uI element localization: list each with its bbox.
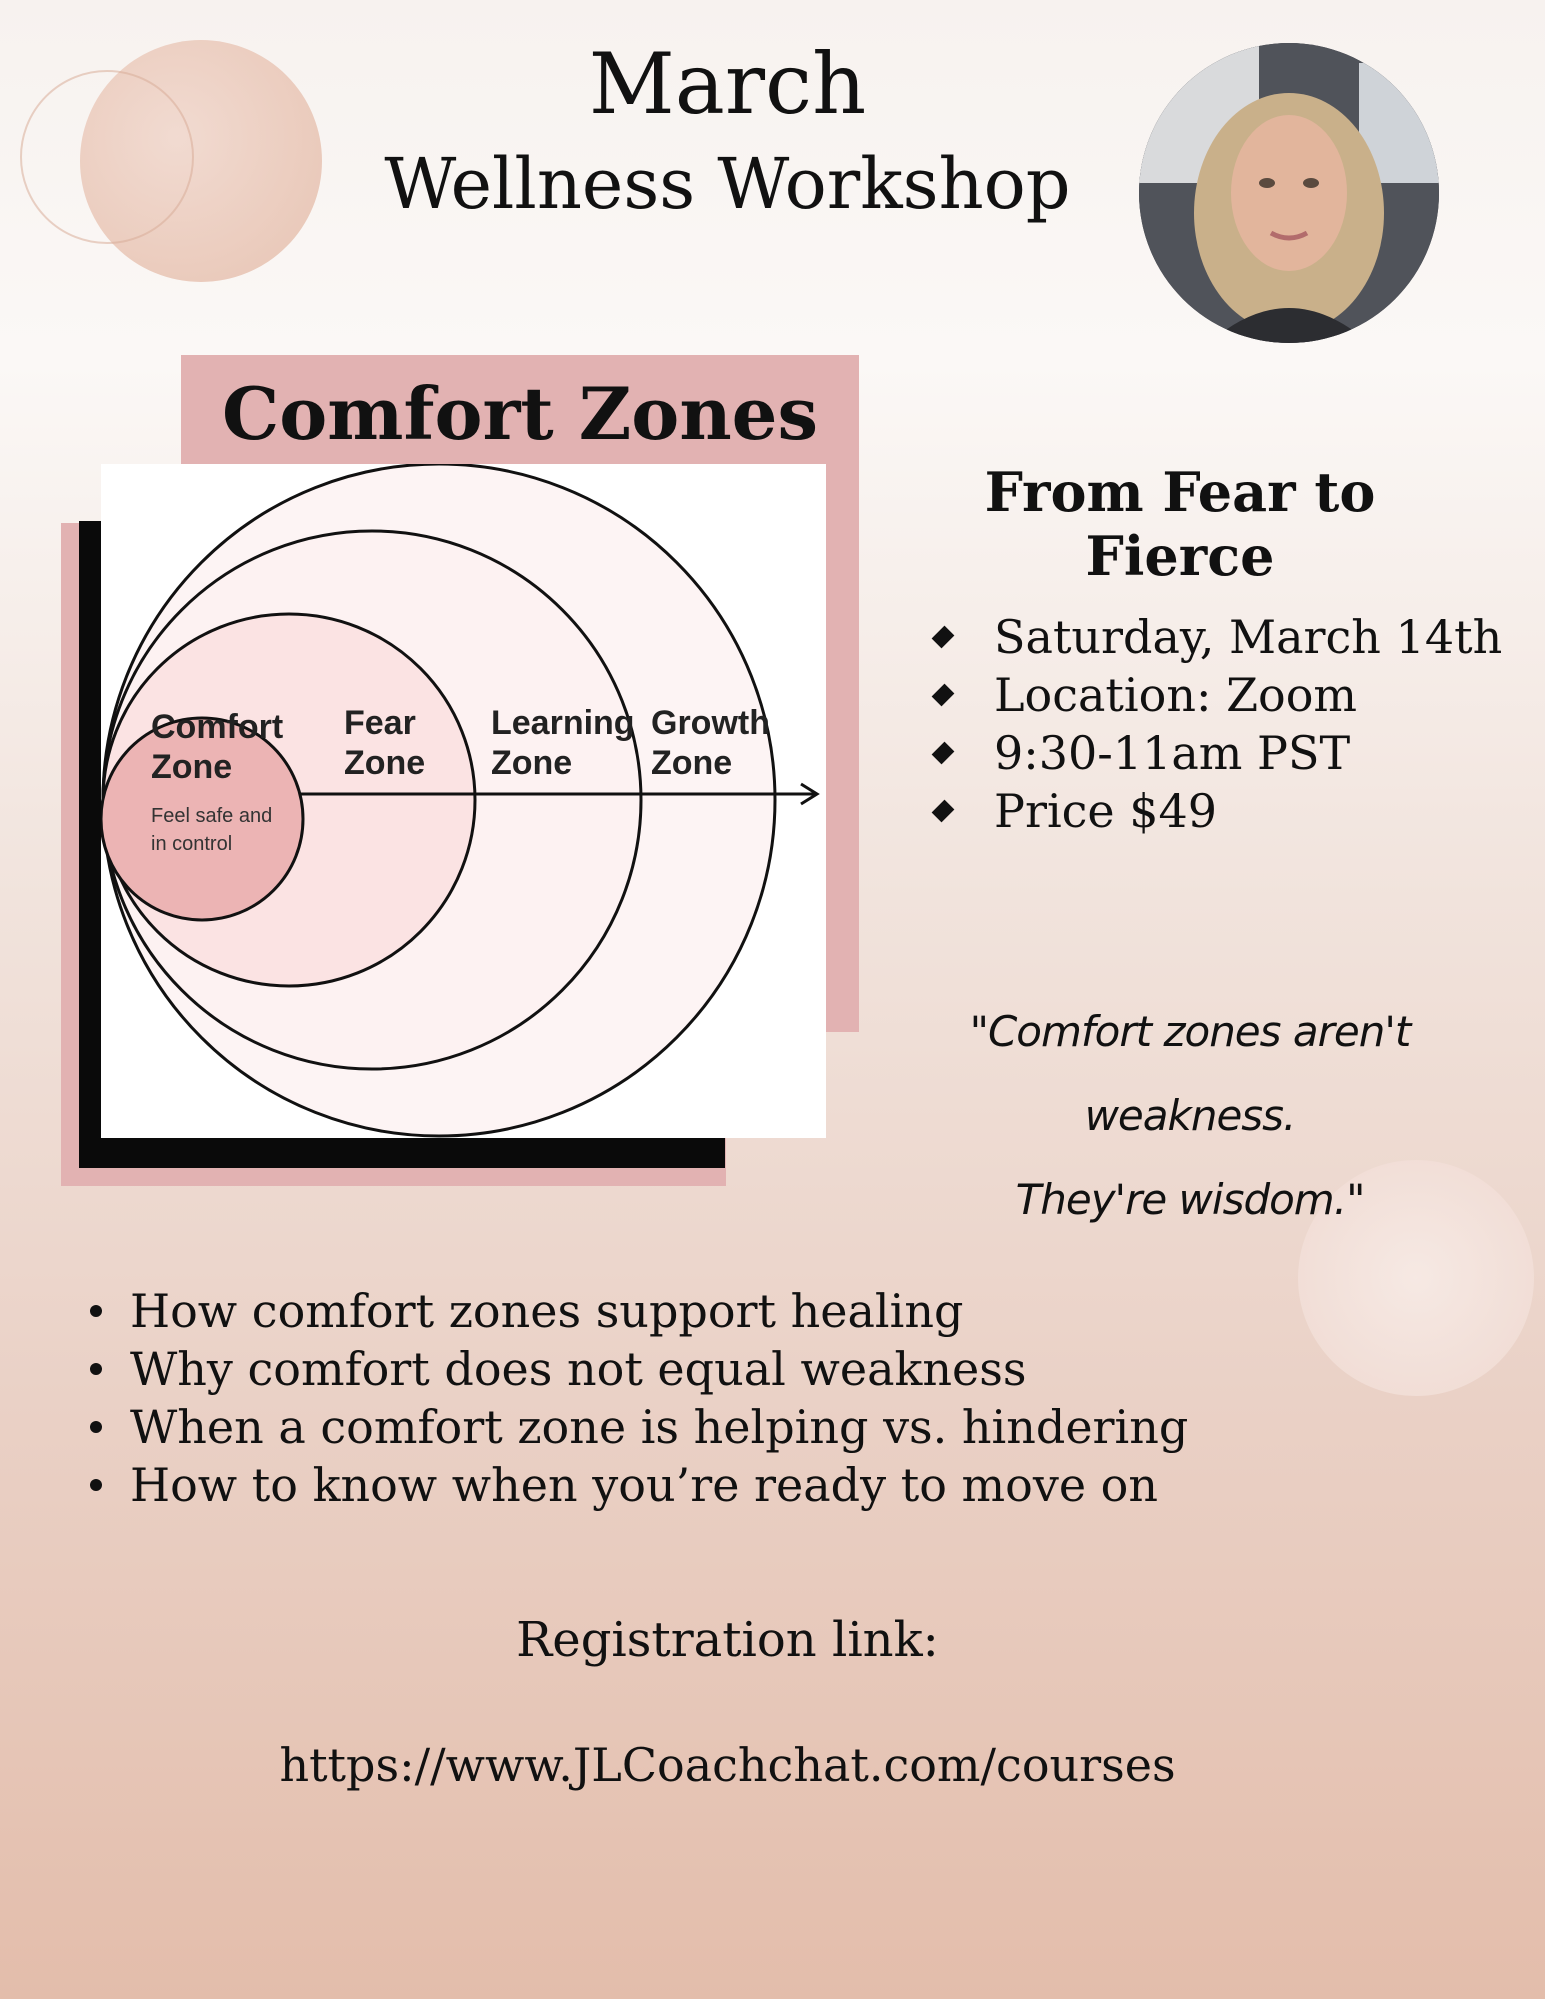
event-details-list [930, 608, 1502, 840]
workshop-subtitle: From Fear to Fierce [984, 460, 1376, 588]
topic-item: When a comfort zone is helping vs. hindering [82, 1398, 1188, 1456]
quote-line-2: They're wisdom." [1015, 1175, 1365, 1224]
event-detail-item: 9:30-11am PST [930, 724, 1502, 782]
quote-line-1: "Comfort zones aren't weakness. [969, 1007, 1411, 1140]
event-detail-item: Saturday, March 14th [930, 608, 1502, 666]
topic-item: How comfort zones support healing [82, 1282, 1188, 1340]
comfort-zone-note-1: Feel safe and [151, 805, 273, 827]
bullet-dot-icon [90, 1479, 102, 1491]
comfort-zone-label-1: Comfort [151, 708, 284, 746]
bullet-dot-icon [90, 1305, 102, 1317]
bullet-dot-icon [90, 1363, 102, 1375]
registration-label: Registration link: [516, 1612, 939, 1668]
comfort-zone-label-2: Zone [151, 748, 233, 786]
workshop-title: Wellness Workshop [384, 143, 1071, 225]
diagram-title: Comfort Zones [221, 371, 819, 456]
diamond-bullet-icon [932, 684, 955, 707]
topics-list [82, 1282, 1188, 1514]
diamond-bullet-icon [932, 626, 955, 649]
learning-zone-label-1: Learning [491, 704, 635, 742]
event-detail-item: Price $49 [930, 782, 1502, 840]
bullet-dot-icon [90, 1421, 102, 1433]
fear-zone-label-2: Zone [344, 744, 426, 782]
registration-link[interactable]: https://www.JLCoachchat.com/courses [279, 1738, 1176, 1792]
quote [865, 990, 1515, 1242]
topic-item: How to know when you’re ready to move on [82, 1456, 1188, 1514]
presenter-photo [1139, 43, 1439, 343]
month-heading: March [588, 35, 867, 133]
learning-zone-label-2: Zone [491, 744, 573, 782]
comfort-zones-diagram [101, 464, 826, 1138]
growth-zone-label-1: Growth [651, 704, 770, 742]
diamond-bullet-icon [932, 800, 955, 823]
diamond-bullet-icon [932, 742, 955, 765]
topic-item: Why comfort does not equal weakness [82, 1340, 1188, 1398]
fear-zone-label-1: Fear [344, 704, 416, 742]
growth-zone-label-2: Zone [651, 744, 733, 782]
event-detail-item: Location: Zoom [930, 666, 1502, 724]
comfort-zone-note-2: in control [151, 833, 233, 855]
